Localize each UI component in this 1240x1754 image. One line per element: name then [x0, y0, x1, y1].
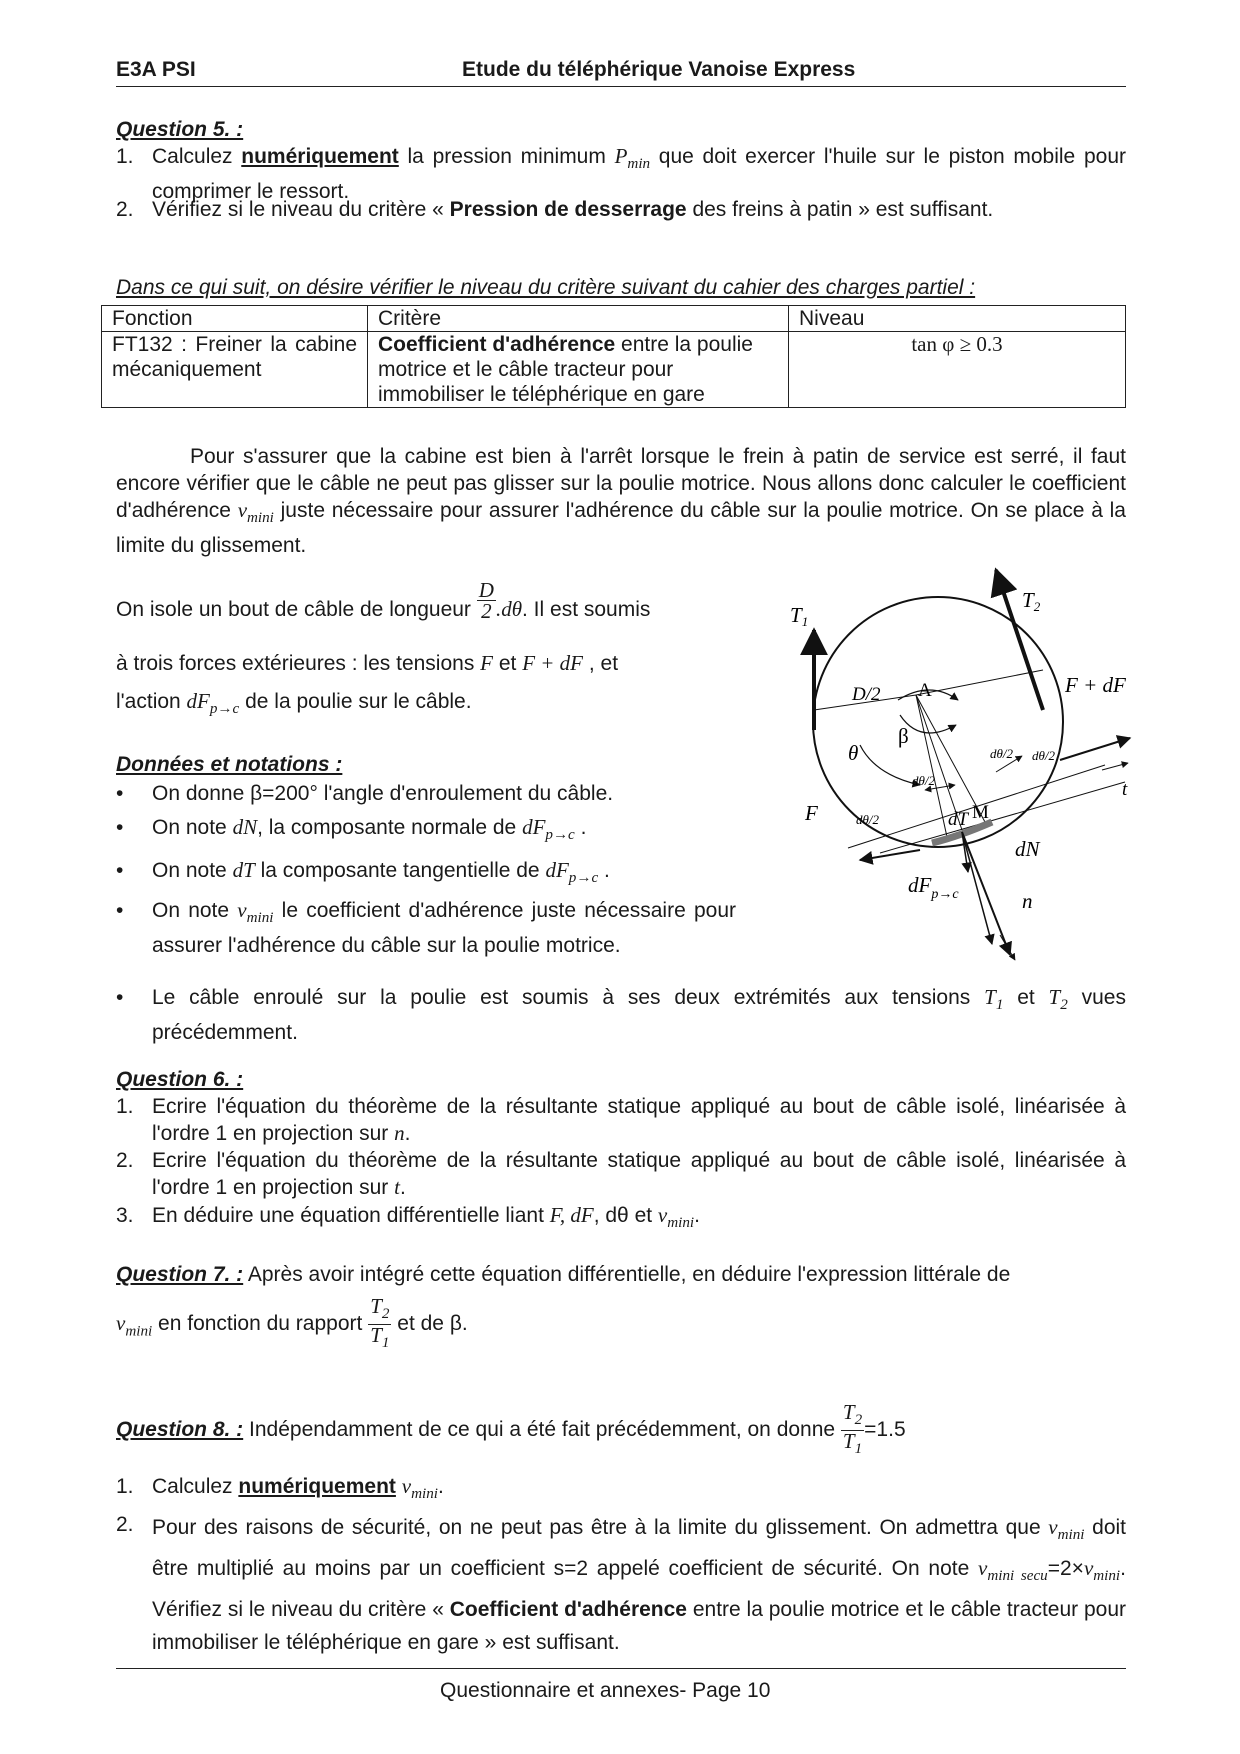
q8-title: Question 8. :: [116, 1418, 244, 1442]
label-t2: T2: [1022, 588, 1041, 614]
force-fdf: [1060, 738, 1130, 760]
isolate-line-3: l'action $dF_{p\to c}$ de la poulie sur le câble.: [116, 689, 472, 718]
table-cell-critere: Coefficient d'adhérence entre la poulie motrice et le câble tracteur pour immobiliser le téléphérique en gare: [368, 332, 789, 408]
donnees-bullet-1: • On donne β=200° l'angle d'enroulement du câble.: [116, 782, 614, 805]
label-m: M: [972, 802, 989, 823]
angle-theta-arc: [860, 745, 920, 785]
label-t1: T1: [790, 603, 809, 629]
q5-title: Question 5. :: [116, 118, 244, 141]
radius-m-left: [916, 695, 947, 837]
q6-item-3: 3. En déduire une équation différentielle liant F, dF, dθ et $\nu_{mini}$.: [116, 1203, 700, 1232]
criteria-table: [101, 305, 1126, 408]
vector-n: [1000, 935, 1015, 960]
header-divider: [116, 86, 1126, 87]
q8-item-2: 2. Pour des raisons de sécurité, on ne peut pas être à la limite du glissement. On admettra que $\nu_{mini}$ doit être multiplié au moins par un coefficient s=2 appelé coefficient de sécurité. On note $\nu_{mini secu}=2\times\nu_{mini}$. Vérifiez si le niveau du critère « Coefficient d'adhérence entre la poulie motrice et le câble tracteur pour immobiliser le téléphérique en gare » est suffisant.: [116, 1513, 1127, 1655]
donnees-bullet-3: • On note dT la composante tangentielle de $dF_{p\to c}$ .: [116, 858, 610, 887]
q7-title: Question 7. :: [116, 1263, 244, 1286]
table-cell-niveau: tan φ ≥ 0.3: [789, 332, 1126, 408]
footer-divider: [116, 1668, 1126, 1669]
radius-top: [916, 670, 1043, 695]
label-dtheta2-b: dθ/2: [1032, 748, 1055, 763]
q6-title: Question 6. :: [116, 1068, 244, 1091]
vector-t: [1102, 763, 1128, 770]
table-header-fonction: Fonction: [102, 306, 368, 332]
label-dtheta2-c: dθ/2: [912, 773, 935, 788]
donnees-title: Données et notations :: [116, 753, 343, 776]
label-dfpc: $dF_{p\to c}$: [908, 873, 959, 902]
footer-page-label: Questionnaire et annexes- Page 10: [440, 1679, 771, 1702]
force-dn: [962, 832, 1010, 955]
pulley-diagram: [760, 560, 1160, 980]
isolate-line-2: à trois forces extérieures : les tensions F et F + dF , et: [116, 651, 619, 675]
tangent-line-right: [880, 782, 1125, 853]
force-dfpc: [962, 832, 992, 944]
header-left: E3A PSI: [116, 58, 196, 81]
label-t-vector: t: [1122, 779, 1128, 800]
label-dtheta2-d: dθ/2: [856, 812, 879, 827]
q8-line-1: Question 8. : Indépendamment de ce qui a été fait précédemment, on donne $\frac{T_2}{T_1}$ =1.5: [116, 1400, 906, 1458]
donnees-bullet-2: • On note dN, la composante normale de $dF_{p\to c}$ .: [116, 815, 587, 844]
table-header-critere: Critère: [368, 306, 789, 332]
cable-t2: [996, 570, 1043, 710]
q7-line-2: $\nu_{mini}$ en fonction du rapport $\frac{T_2}{T_1}$ et de β.: [116, 1294, 468, 1352]
label-n-vector: n: [1022, 889, 1033, 913]
label-f: F: [805, 801, 818, 825]
label-theta: θ: [848, 741, 859, 765]
label-fdf: F + dF: [1065, 673, 1126, 697]
header-title: Etude du téléphérique Vanoise Express: [462, 58, 856, 81]
donnees-bullet-5: • Le câble enroulé sur la poulie est soumis à ses deux extrémités aux tensions $T_1$ et $T_2$ vues précédemment.: [116, 985, 1126, 1045]
force-f: [860, 850, 920, 860]
label-a: A: [918, 680, 932, 701]
criterion-intro: Dans ce qui suit, on désire vérifier le niveau du critère suivant du cahier des charges partiel :: [116, 276, 976, 299]
q7-line-1: Question 7. : Après avoir intégré cette équation différentielle, en déduire l'expression littérale de: [116, 1263, 1011, 1286]
label-dn: dN: [1015, 837, 1040, 861]
q8-item-1: 1. Calculez numériquement $\nu_{mini}$.: [116, 1474, 444, 1503]
pulley-circle: [813, 597, 1063, 847]
label-dt: dT: [948, 809, 969, 830]
q5-item-2: 2. Vérifiez si le niveau du critère « Pression de desserrage des freins à patin » est suffisant.: [116, 198, 994, 221]
intro-paragraph: Pour s'assurer que la cabine est bien à l'arrêt lorsque le frein à patin de service est serré, il faut encore vérifier que le câble ne peut pas glisser sur la poulie motrice. Nous allons donc calculer le coefficient d'adhérence $\nu_{mini}$ juste nécessaire pour assurer l'adhérence du câble sur la poulie motrice. On se place à la limite du glissement.: [116, 445, 1126, 558]
label-beta: β: [898, 724, 909, 748]
table-header-niveau: Niveau: [789, 306, 1126, 332]
q5-item-1: 1. Calculez numériquement la pression minimum $P_{min}$ que doit exercer l'huile sur le piston mobile pour comprimer le ressort.: [116, 144, 1126, 204]
q6-item-1: 1. Ecrire l'équation du théorème de la résultante statique appliqué au bout de câble isolé, linéarisée à l'ordre 1 en projection sur n.: [116, 1095, 1126, 1145]
q6-item-2: 2. Ecrire l'équation du théorème de la résultante statique appliqué au bout de câble isolé, linéarisée à l'ordre 1 en projection sur t.: [116, 1149, 1126, 1199]
donnees-bullet-4: • On note $\nu_{mini}$ le coefficient d'adhérence juste nécessaire pour assurer l'adhérence du câble sur la poulie motrice.: [116, 898, 736, 958]
table-cell-fonction: FT132 : Freiner la cabine mécaniquement: [102, 332, 368, 408]
label-dtheta2-a: dθ/2: [990, 746, 1013, 761]
isolate-line-1: On isole un bout de câble de longueur $\frac{D}{2}$ .dθ. Il est soumis: [116, 577, 651, 623]
label-d2: D/2: [852, 684, 881, 705]
